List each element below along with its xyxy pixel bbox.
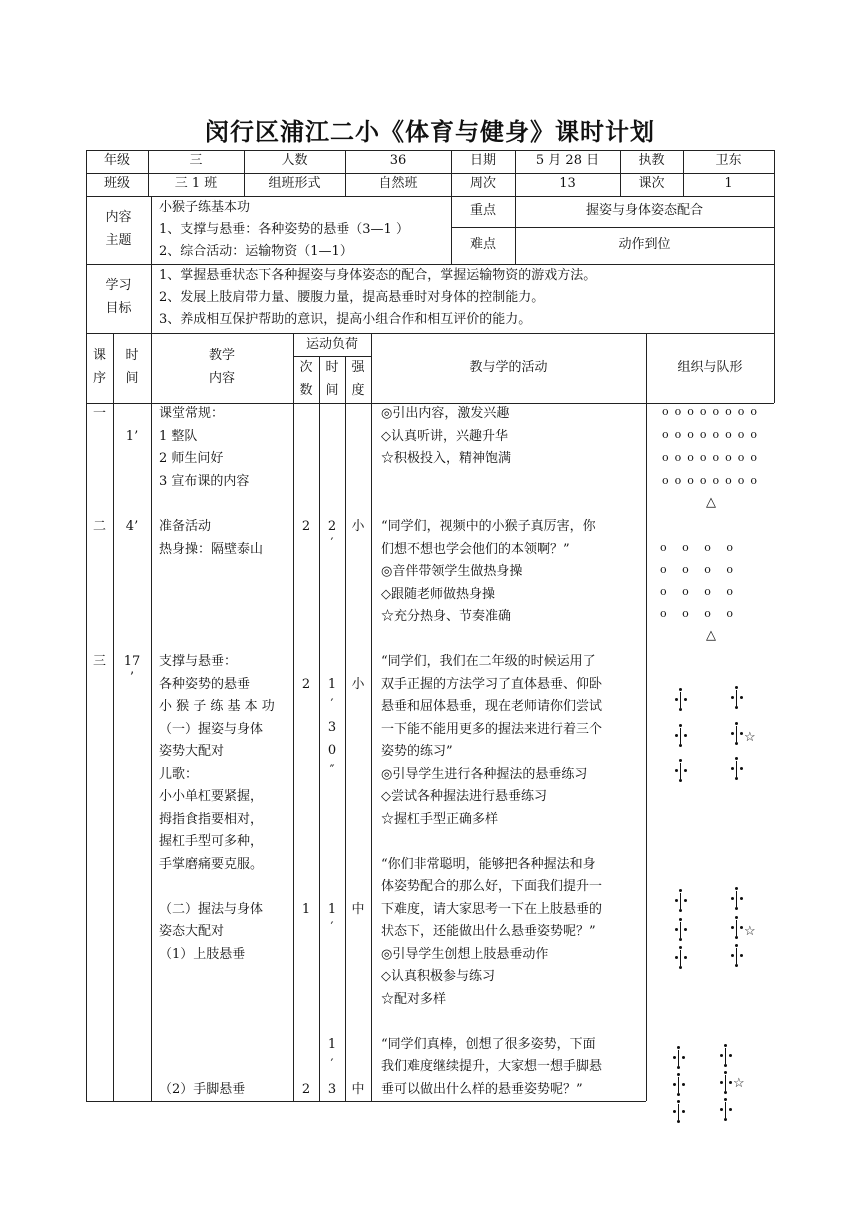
bar-student-icon xyxy=(731,722,743,746)
week-value: 13 xyxy=(559,176,576,191)
teacher-value: 卫东 xyxy=(715,153,742,168)
goals-label-2: 目标 xyxy=(105,301,132,316)
bar-student-icon xyxy=(731,686,743,710)
activity-line: ◇跟随老师做热身操 xyxy=(381,587,495,602)
load-intensity: 中 xyxy=(351,1082,365,1097)
form-label: 组班形式 xyxy=(268,176,321,191)
col-intensity-2: 度 xyxy=(351,383,365,398)
lesson-value: 1 xyxy=(724,176,733,191)
difficulty-label: 难点 xyxy=(469,237,496,252)
load-times: 2 xyxy=(301,1082,311,1097)
col-time-1: 时 xyxy=(125,348,139,363)
col-times-1: 次 xyxy=(299,360,313,375)
col-load: 运动负荷 xyxy=(305,337,358,352)
load-duration: 3 xyxy=(327,720,337,735)
bar-student-icon xyxy=(675,918,687,942)
content-line: 各种姿势的悬垂 xyxy=(159,677,251,692)
load-duration: 1 xyxy=(327,1037,337,1052)
page-title: 闵行区浦江二小《体育与健身》课时计划 xyxy=(205,118,655,146)
activity-line: “同学们，视频中的小猴子真厉害，你 xyxy=(381,519,596,534)
content-line: 拇指食指要相对， xyxy=(159,812,264,827)
col-order-2: 序 xyxy=(92,371,106,386)
content-line: 握杠手型可多种， xyxy=(159,834,264,849)
content-line: 支撑与悬垂： xyxy=(159,654,238,669)
load-duration: 0 xyxy=(327,743,337,758)
activity-line: 我们难度继续提升，大家想一想手脚悬 xyxy=(381,1059,603,1074)
load-duration: ′ xyxy=(330,920,334,935)
content-line: 准备活动 xyxy=(159,519,212,534)
activity-line: ◎音伴带领学生做热身操 xyxy=(381,564,523,579)
section-order: 三 xyxy=(92,654,106,669)
col-duration-2: 间 xyxy=(325,383,339,398)
content-line: 1 整队 xyxy=(159,429,198,444)
class-value: 三 1 班 xyxy=(174,176,218,191)
student-row: o o o o xyxy=(660,563,733,576)
activity-line: ◎引出内容，激发兴趣 xyxy=(381,406,510,421)
week-label: 周次 xyxy=(469,176,496,191)
topic-label-1: 内容 xyxy=(105,210,132,225)
teacher-label: 执教 xyxy=(638,153,665,168)
load-times: 1 xyxy=(301,902,311,917)
section-order: 二 xyxy=(92,519,106,534)
bar-student-icon xyxy=(673,1100,685,1124)
date-value: 5 月 28 日 xyxy=(535,153,600,168)
content-line: 热身操：隔壁泰山 xyxy=(159,542,264,557)
student-row: oooooooo xyxy=(662,451,763,464)
activity-line: ◎引导学生进行各种握法的悬垂练习 xyxy=(381,767,588,782)
section-time: 1’ xyxy=(125,429,139,444)
bar-student-icon xyxy=(673,1046,685,1070)
load-duration: 3 xyxy=(327,1082,337,1097)
lesson-label: 课次 xyxy=(638,176,665,191)
activity-line: ☆配对多样 xyxy=(381,992,447,1007)
content-line: （二）握法与身体 xyxy=(159,902,264,917)
activity-line: 双手正握的方法学习了直体悬垂、仰卧 xyxy=(381,677,603,692)
bar-student-icon xyxy=(720,1071,732,1095)
col-order-1: 课 xyxy=(92,348,106,363)
content-line: 课堂常规： xyxy=(159,406,225,421)
bar-student-icon xyxy=(731,944,743,968)
bar-student-icon xyxy=(720,1044,732,1068)
bar-student-icon xyxy=(731,916,743,940)
load-intensity: 中 xyxy=(351,902,365,917)
content-line: （一）握姿与身体 xyxy=(159,722,264,737)
col-organization: 组织与队形 xyxy=(677,360,743,375)
student-row: oooooooo xyxy=(662,428,763,441)
load-intensity: 小 xyxy=(351,677,365,692)
bar-student-icon xyxy=(731,757,743,781)
star-icon: ☆ xyxy=(744,730,756,745)
goal-line: 1、掌握悬垂状态下各种握姿与身体姿态的配合，掌握运输物资的游戏方法。 xyxy=(159,268,597,283)
activity-line: 悬垂和屈体悬垂，现在老师请你们尝试 xyxy=(381,699,603,714)
teacher-triangle-icon: △ xyxy=(706,628,716,643)
bar-student-icon xyxy=(673,1073,685,1097)
load-duration: ″ xyxy=(329,763,335,778)
activity-line: ☆握杠手型正确多样 xyxy=(381,812,499,827)
bar-student-icon xyxy=(675,688,687,712)
col-intensity-1: 强 xyxy=(351,360,365,375)
topic-label-2: 主题 xyxy=(105,233,132,248)
load-duration: 2 xyxy=(327,519,337,534)
content-line: （1）上肢悬垂 xyxy=(159,947,246,962)
content-line: 儿歌： xyxy=(159,767,199,782)
load-times: 2 xyxy=(301,677,311,692)
activity-line: “同学们真棒，创想了很多姿势，下面 xyxy=(381,1037,596,1052)
teacher-triangle-icon: △ xyxy=(706,495,716,510)
activity-line: 姿势的练习” xyxy=(381,744,453,759)
grade-value: 三 xyxy=(189,153,203,168)
goal-line: 2、发展上肢肩带力量、腰腹力量，提高悬垂时对身体的控制能力。 xyxy=(159,290,545,305)
star-icon: ☆ xyxy=(744,924,756,939)
star-icon: ☆ xyxy=(733,1076,745,1091)
bar-student-icon xyxy=(731,887,743,911)
bar-student-icon xyxy=(720,1098,732,1122)
section-time: ’ xyxy=(129,670,135,685)
class-label: 班级 xyxy=(103,176,130,191)
activity-line: 们想不想也学会他们的本领啊？” xyxy=(381,542,570,557)
student-row: o o o o xyxy=(660,607,733,620)
load-intensity: 小 xyxy=(351,519,365,534)
content-line: （2）手脚悬垂 xyxy=(159,1082,246,1097)
bar-student-icon xyxy=(675,889,687,913)
col-content-1: 教学 xyxy=(208,348,235,363)
topic-line: 1、支撑与悬垂：各种姿势的悬垂（3—1 ） xyxy=(159,222,409,237)
content-line: 小 猴 子 练 基 本 功 xyxy=(159,699,275,714)
student-row: o o o o xyxy=(660,541,733,554)
key-label: 重点 xyxy=(469,203,496,218)
activity-line: ☆充分热身、节奏准确 xyxy=(381,609,512,624)
student-row: o o o o xyxy=(660,585,733,598)
activity-line: ☆积极投入，精神饱满 xyxy=(381,451,512,466)
bar-student-icon xyxy=(675,946,687,970)
student-row: oooooooo xyxy=(662,405,763,418)
load-duration: 1 xyxy=(327,677,337,692)
activity-line: 状态下，还能做出什么悬垂姿势呢？” xyxy=(381,924,596,939)
key-value: 握姿与身体姿态配合 xyxy=(585,203,703,218)
activity-line: ◇认真积极参与练习 xyxy=(381,969,495,984)
load-duration: ′ xyxy=(330,1057,334,1072)
col-content-2: 内容 xyxy=(208,371,235,386)
content-line: 手掌磨痛要克服。 xyxy=(159,857,264,872)
activity-line: ◇认真听讲，兴趣升华 xyxy=(381,429,508,444)
bar-student-icon xyxy=(675,759,687,783)
bar-student-icon xyxy=(675,724,687,748)
activity-line: 下难度，请大家思考一下在上肢悬垂的 xyxy=(381,902,603,917)
student-row: oooooooo xyxy=(662,474,763,487)
content-line: 3 宣布课的内容 xyxy=(159,474,250,489)
load-duration: ′ xyxy=(330,697,334,712)
activity-line: ◇尝试各种握法进行悬垂练习 xyxy=(381,789,547,804)
content-line: 2 师生问好 xyxy=(159,451,224,466)
load-times: 2 xyxy=(301,519,311,534)
col-duration-1: 时 xyxy=(325,360,339,375)
content-line: 姿态大配对 xyxy=(159,924,225,939)
load-duration: 1 xyxy=(327,902,337,917)
section-time: 17 xyxy=(123,654,141,669)
count-label: 人数 xyxy=(281,153,308,168)
grade-label: 年级 xyxy=(103,153,130,168)
activity-line: “同学们，我们在二年级的时候运用了 xyxy=(381,654,596,669)
topic-line: 小猴子练基本功 xyxy=(159,200,251,215)
activity-line: 体姿势配合的那么好，下面我们提升一 xyxy=(381,879,603,894)
topic-line: 2、综合活动：运输物资（1—1） xyxy=(159,244,353,259)
form-value: 自然班 xyxy=(378,176,418,191)
activity-line: “你们非常聪明，能够把各种握法和身 xyxy=(381,857,596,872)
section-order: 一 xyxy=(92,406,106,421)
difficulty-value: 动作到位 xyxy=(618,237,671,252)
content-line: 姿势大配对 xyxy=(159,744,225,759)
count-value: 36 xyxy=(389,153,407,168)
col-times-2: 数 xyxy=(299,383,313,398)
goals-label-1: 学习 xyxy=(105,278,132,293)
date-label: 日期 xyxy=(469,153,496,168)
goal-line: 3、养成相互保护帮助的意识，提高小组合作和相互评价的能力。 xyxy=(159,312,532,327)
load-duration: ′ xyxy=(330,536,334,551)
activity-line: 一下能不能用更多的握法来进行着三个 xyxy=(381,722,603,737)
activity-line: ◎引导学生创想上肢悬垂动作 xyxy=(381,947,549,962)
activity-line: 垂可以做出什么样的悬垂姿势呢？” xyxy=(381,1082,583,1097)
section-time: 4’ xyxy=(125,519,139,534)
col-time-2: 间 xyxy=(125,371,139,386)
content-line: 小小单杠要紧握， xyxy=(159,789,264,804)
col-activity: 教与学的活动 xyxy=(469,360,548,375)
